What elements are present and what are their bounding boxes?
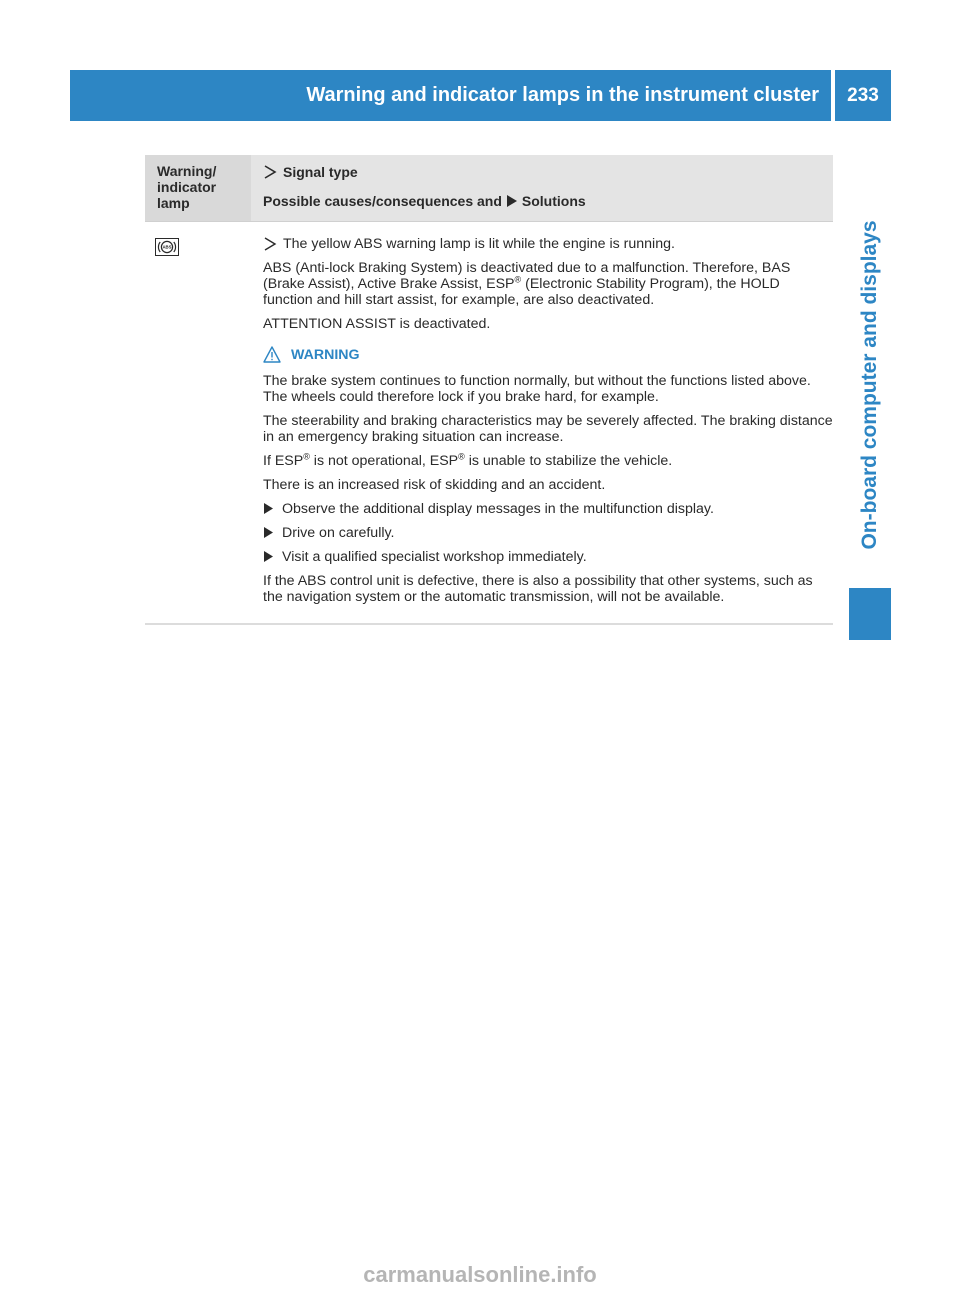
solution-step: Observe the additional display messages in the multifunction display.: [263, 501, 833, 517]
attention-text: ATTENTION ASSIST is deactivated.: [263, 316, 491, 332]
description-cell: [251, 222, 833, 613]
svg-text:ABS: ABS: [162, 244, 172, 250]
lamp-cell: [145, 222, 251, 613]
abs-warning-lamp-icon: [155, 238, 179, 256]
step-arrow-icon: [263, 527, 274, 538]
solutions-label: Solutions: [521, 193, 586, 209]
watermark: carmanualsonline.info: [363, 1262, 597, 1287]
risk-text: There is an increased risk of skidding and an accident.: [263, 477, 606, 493]
signal-type-label: Signal type: [283, 164, 358, 180]
cause-text: ABS (Anti-lock Braking System) is deactivated due to a malfunction. Therefore, BAS (Brake Assist), Active Brake Assist, ESP® (Electronic Stability Program), the HOLD function and hill start assist, for example, are also deactivated.: [263, 260, 791, 308]
esp-text: If ESP® is not operational, ESP® is unable to stabilize the vehicle.: [263, 451, 673, 469]
page-number-box: [835, 70, 891, 121]
column-header-lamp: Warning/ indicator lamp: [145, 155, 251, 221]
step-arrow-icon: [263, 551, 274, 562]
warning-triangle-icon: [263, 346, 281, 363]
side-tab-marker: [849, 588, 891, 640]
warning-heading: [263, 346, 833, 363]
causes-label: Possible causes/consequences and: [263, 193, 502, 209]
chapter-header: [70, 70, 831, 121]
footer-note: If the ABS control unit is defective, there is also a possibility that other systems, such as the navigation system or the automatic transmission, will not be available.: [263, 573, 813, 605]
solution-step: Drive on carefully.: [263, 525, 833, 541]
warning-paragraph: The brake system continues to function normally, but without the functions listed above. The wheels could therefore lock if you brake hard, for example.: [263, 373, 811, 405]
warning-lamp-table: [145, 155, 833, 625]
warning-label: WARNING: [291, 346, 360, 363]
step-arrow-icon: [263, 503, 274, 514]
page-number: 233: [847, 84, 879, 106]
signal-type-icon: [263, 165, 277, 179]
signal-type-icon: [263, 237, 277, 251]
warning-paragraph: The steerability and braking characteristics may be severely affected. The braking distance in an emergency braking situation can increase.: [263, 413, 833, 445]
side-tab-label: On-board computer and displays: [858, 220, 881, 550]
solution-step: Visit a qualified specialist workshop immediately.: [263, 549, 833, 565]
table-row: [145, 222, 833, 625]
solution-arrow-icon: [506, 195, 518, 207]
column-header-signal: [251, 155, 586, 221]
signal-text: The yellow ABS warning lamp is lit while the engine is running.: [283, 236, 675, 252]
table-header: [145, 155, 833, 222]
chapter-title: Warning and indicator lamps in the instrument cluster: [306, 84, 819, 106]
